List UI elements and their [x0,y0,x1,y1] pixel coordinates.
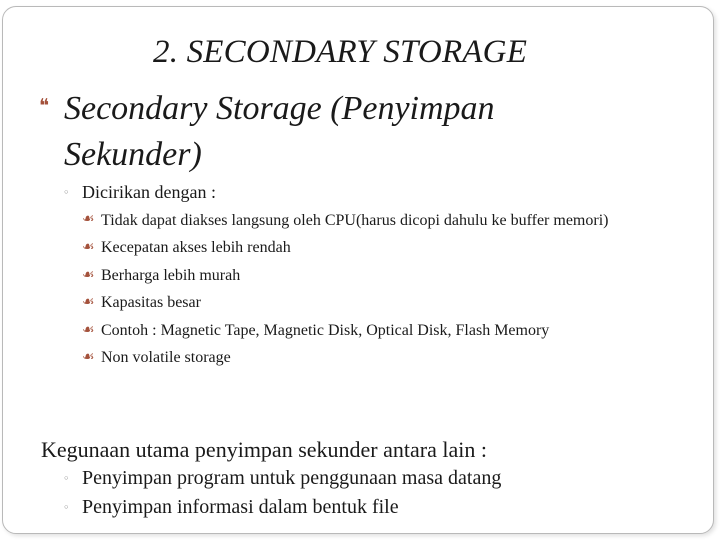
usage-item-text: Penyimpan program untuk penggunaan masa datang [82,467,502,489]
circle-bullet-icon: ◦ [63,501,70,514]
floral-bullet-icon: ☙ [82,266,95,283]
list-item [82,317,682,345]
circle-bullet-icon: ◦ [63,472,70,485]
main-bullet [39,86,599,178]
list-item [82,234,682,262]
list-item-text: Berharga lebih murah [101,266,241,284]
usage-item [63,467,501,490]
slide [2,6,714,534]
floral-bullet-icon: ☙ [82,321,95,338]
characteristics-heading [63,182,216,203]
main-bullet-text: Secondary Storage (Penyimpan Sekunder) [64,90,495,173]
list-item-text: Kapasitas besar [101,294,201,311]
floral-bullet-icon: ☙ [82,294,95,310]
list-item [82,262,682,290]
floral-bullet-icon: ☙ [82,239,95,255]
circle-bullet-icon: ◦ [63,186,70,199]
list-item-text: Non volatile storage [101,349,231,366]
usage-item-text: Penyimpan informasi dalam bentuk file [82,496,399,518]
characteristics-list [82,209,682,372]
floral-bullet-icon: ☙ [82,211,95,227]
list-item [82,209,682,232]
list-item [82,289,682,317]
list-item-text: Kecepatan akses lebih rendah [101,239,291,256]
list-item [82,344,682,372]
characteristics-heading-text: Dicirikan dengan : [82,182,216,202]
list-item-text: Contoh : Magnetic Tape, Magnetic Disk, Optical Disk, Flash Memory [101,321,550,339]
usage-heading: Kegunaan utama penyimpan sekunder antara lain : [41,437,487,462]
list-item-text: Tidak dapat diakses langsung oleh CPU(harus dicopi dahulu ke buffer memori) [101,212,609,229]
usage-item [63,496,399,519]
quote-bullet-icon: ❝ [39,95,50,117]
floral-bullet-icon: ☙ [82,349,95,365]
slide-title: 2. SECONDARY STORAGE [153,34,528,70]
